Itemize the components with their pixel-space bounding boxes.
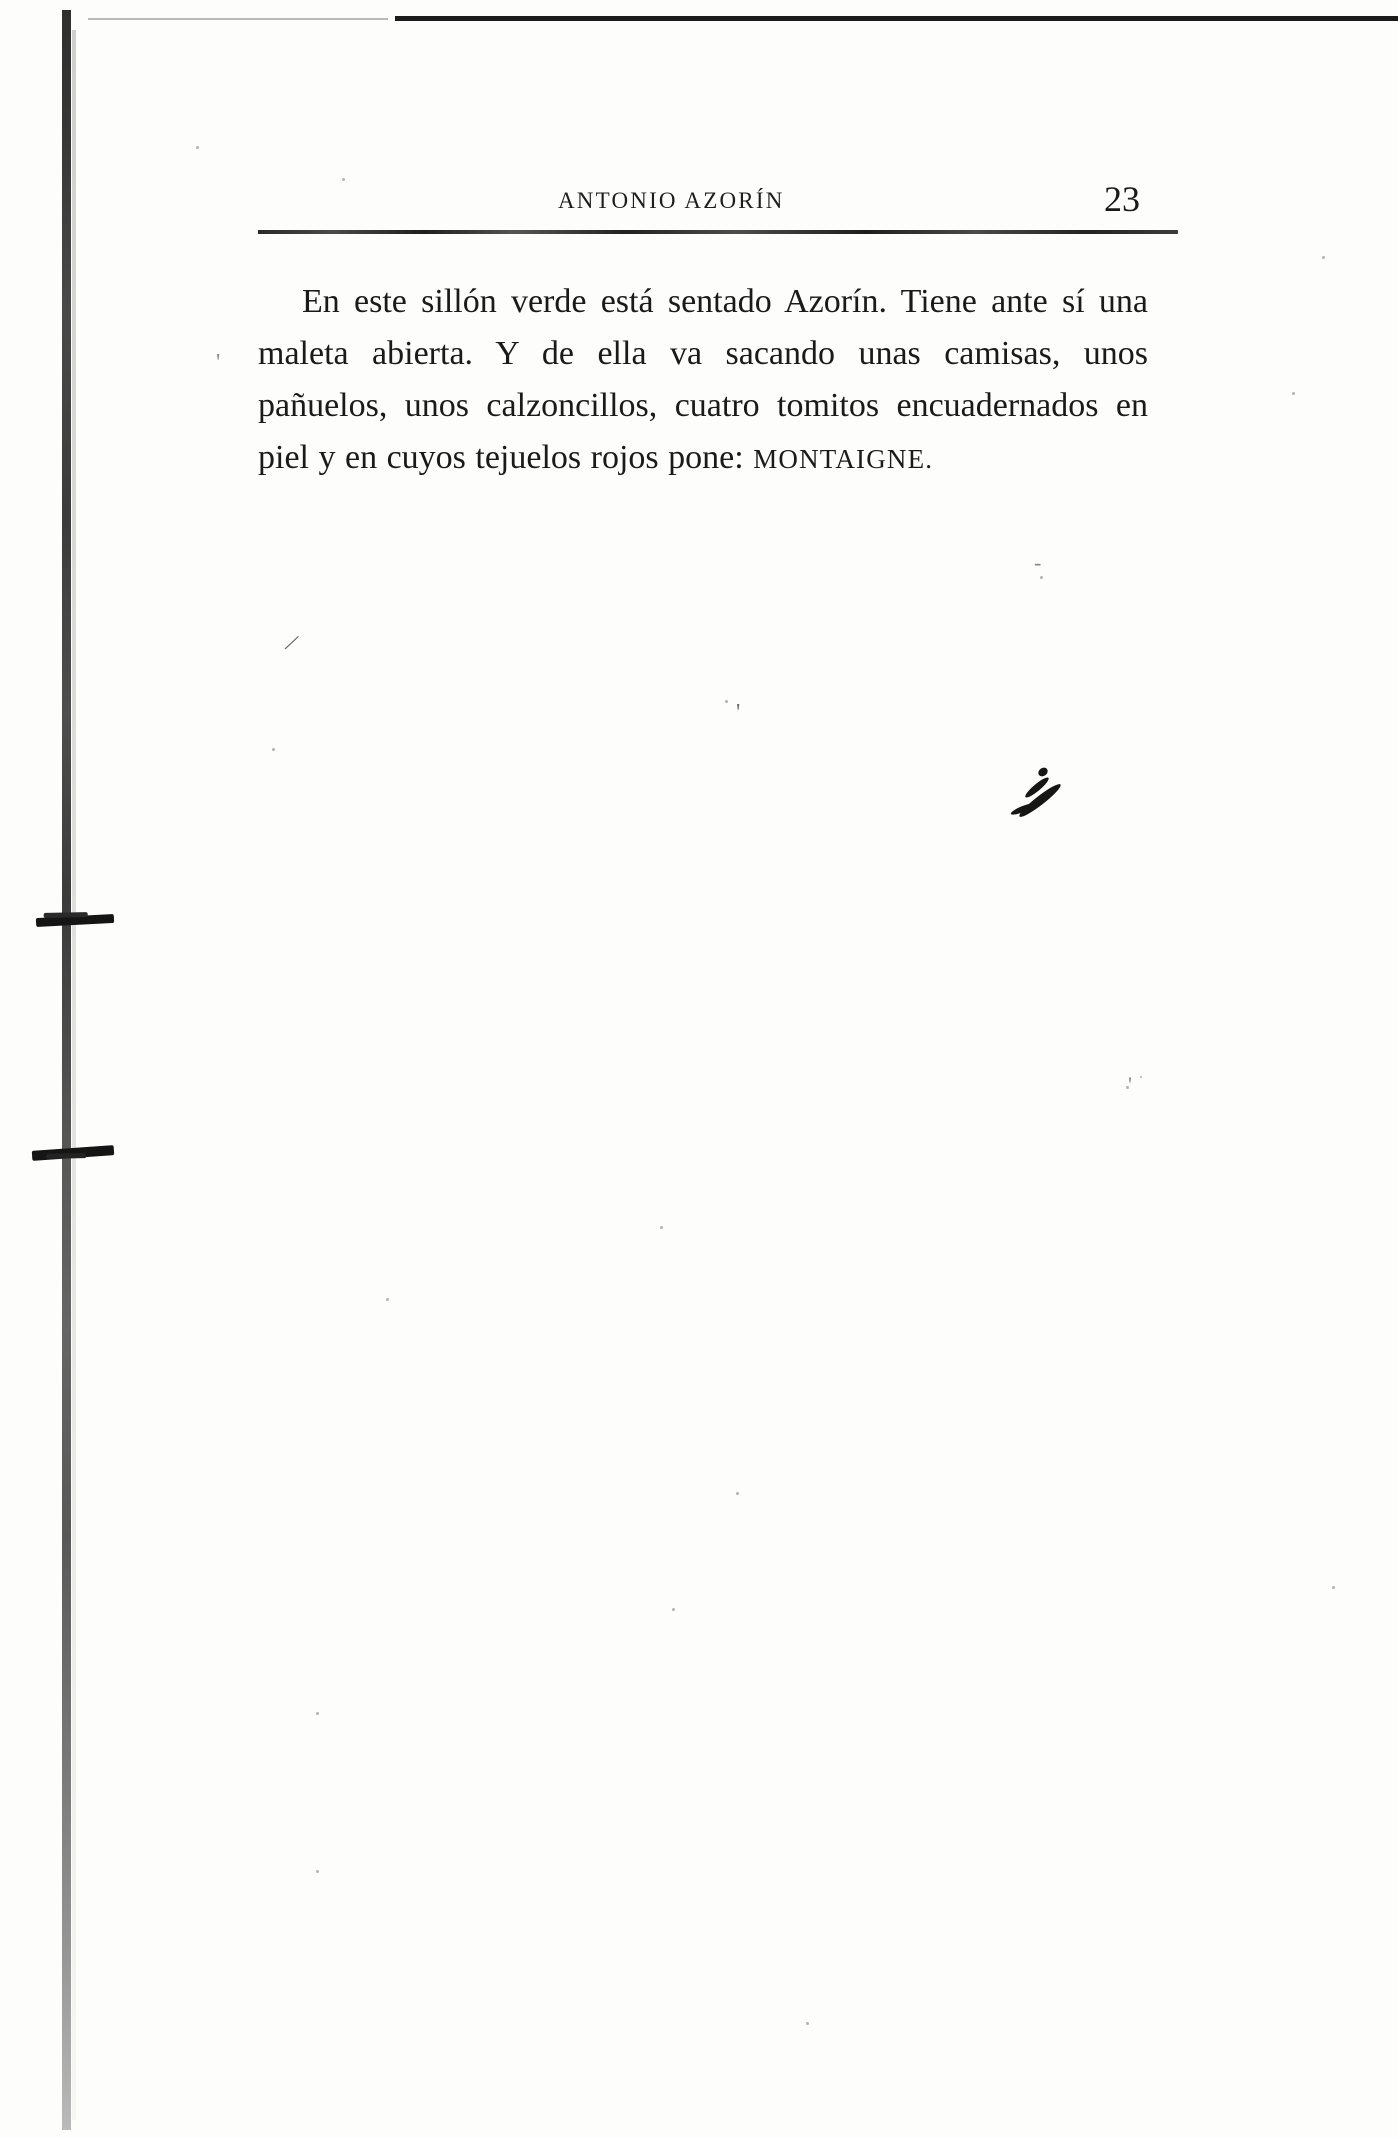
paper-speck <box>725 700 728 703</box>
running-head-title: ANTONIO AZORÍN <box>558 188 785 213</box>
stray-pen-mark: ' <box>216 350 221 376</box>
stray-pen-mark: - <box>1034 550 1042 575</box>
paper-speck <box>672 1608 675 1611</box>
body-paragraph-text: En este sillón verde está sentado Azorín. Tiene ante sí una maleta abierta. Y de ella va sacando unas camisas, unos pañuelos, unos calzoncillos, cuatro tomitos encuadernados en piel y en cuyos tejuelos rojos pone: <box>258 283 1148 476</box>
top-border-rule-faded <box>88 18 388 20</box>
paper-speck <box>316 1712 319 1715</box>
stray-pen-mark: ' <box>1128 1072 1132 1097</box>
running-head <box>258 178 1178 224</box>
page-number: 23 <box>1104 179 1140 219</box>
paper-speck <box>1140 1076 1142 1078</box>
stray-pen-mark: ' <box>736 700 741 726</box>
paper-speck <box>1332 1586 1335 1589</box>
paper-speck <box>806 2022 809 2025</box>
ink-blot-icon <box>1008 762 1070 822</box>
page-text-block <box>258 178 1178 519</box>
paper-speck <box>1040 576 1043 579</box>
paper-speck <box>316 1870 319 1873</box>
paper-speck <box>660 1226 663 1229</box>
paper-speck <box>1292 392 1295 395</box>
paper-speck <box>386 1298 389 1301</box>
header-rule <box>258 230 1178 234</box>
stray-pen-mark: / <box>281 628 302 658</box>
top-border-rule <box>395 16 1398 21</box>
paper-speck <box>272 748 275 751</box>
binding-edge-icon <box>62 10 71 2130</box>
binding-shadow <box>72 30 76 2120</box>
paper-speck <box>196 146 199 149</box>
paper-speck <box>736 1492 739 1495</box>
paper-speck <box>1322 256 1325 259</box>
body-paragraph-smallcaps: MONTAIGNE. <box>753 444 934 474</box>
body-paragraph <box>258 276 1148 485</box>
